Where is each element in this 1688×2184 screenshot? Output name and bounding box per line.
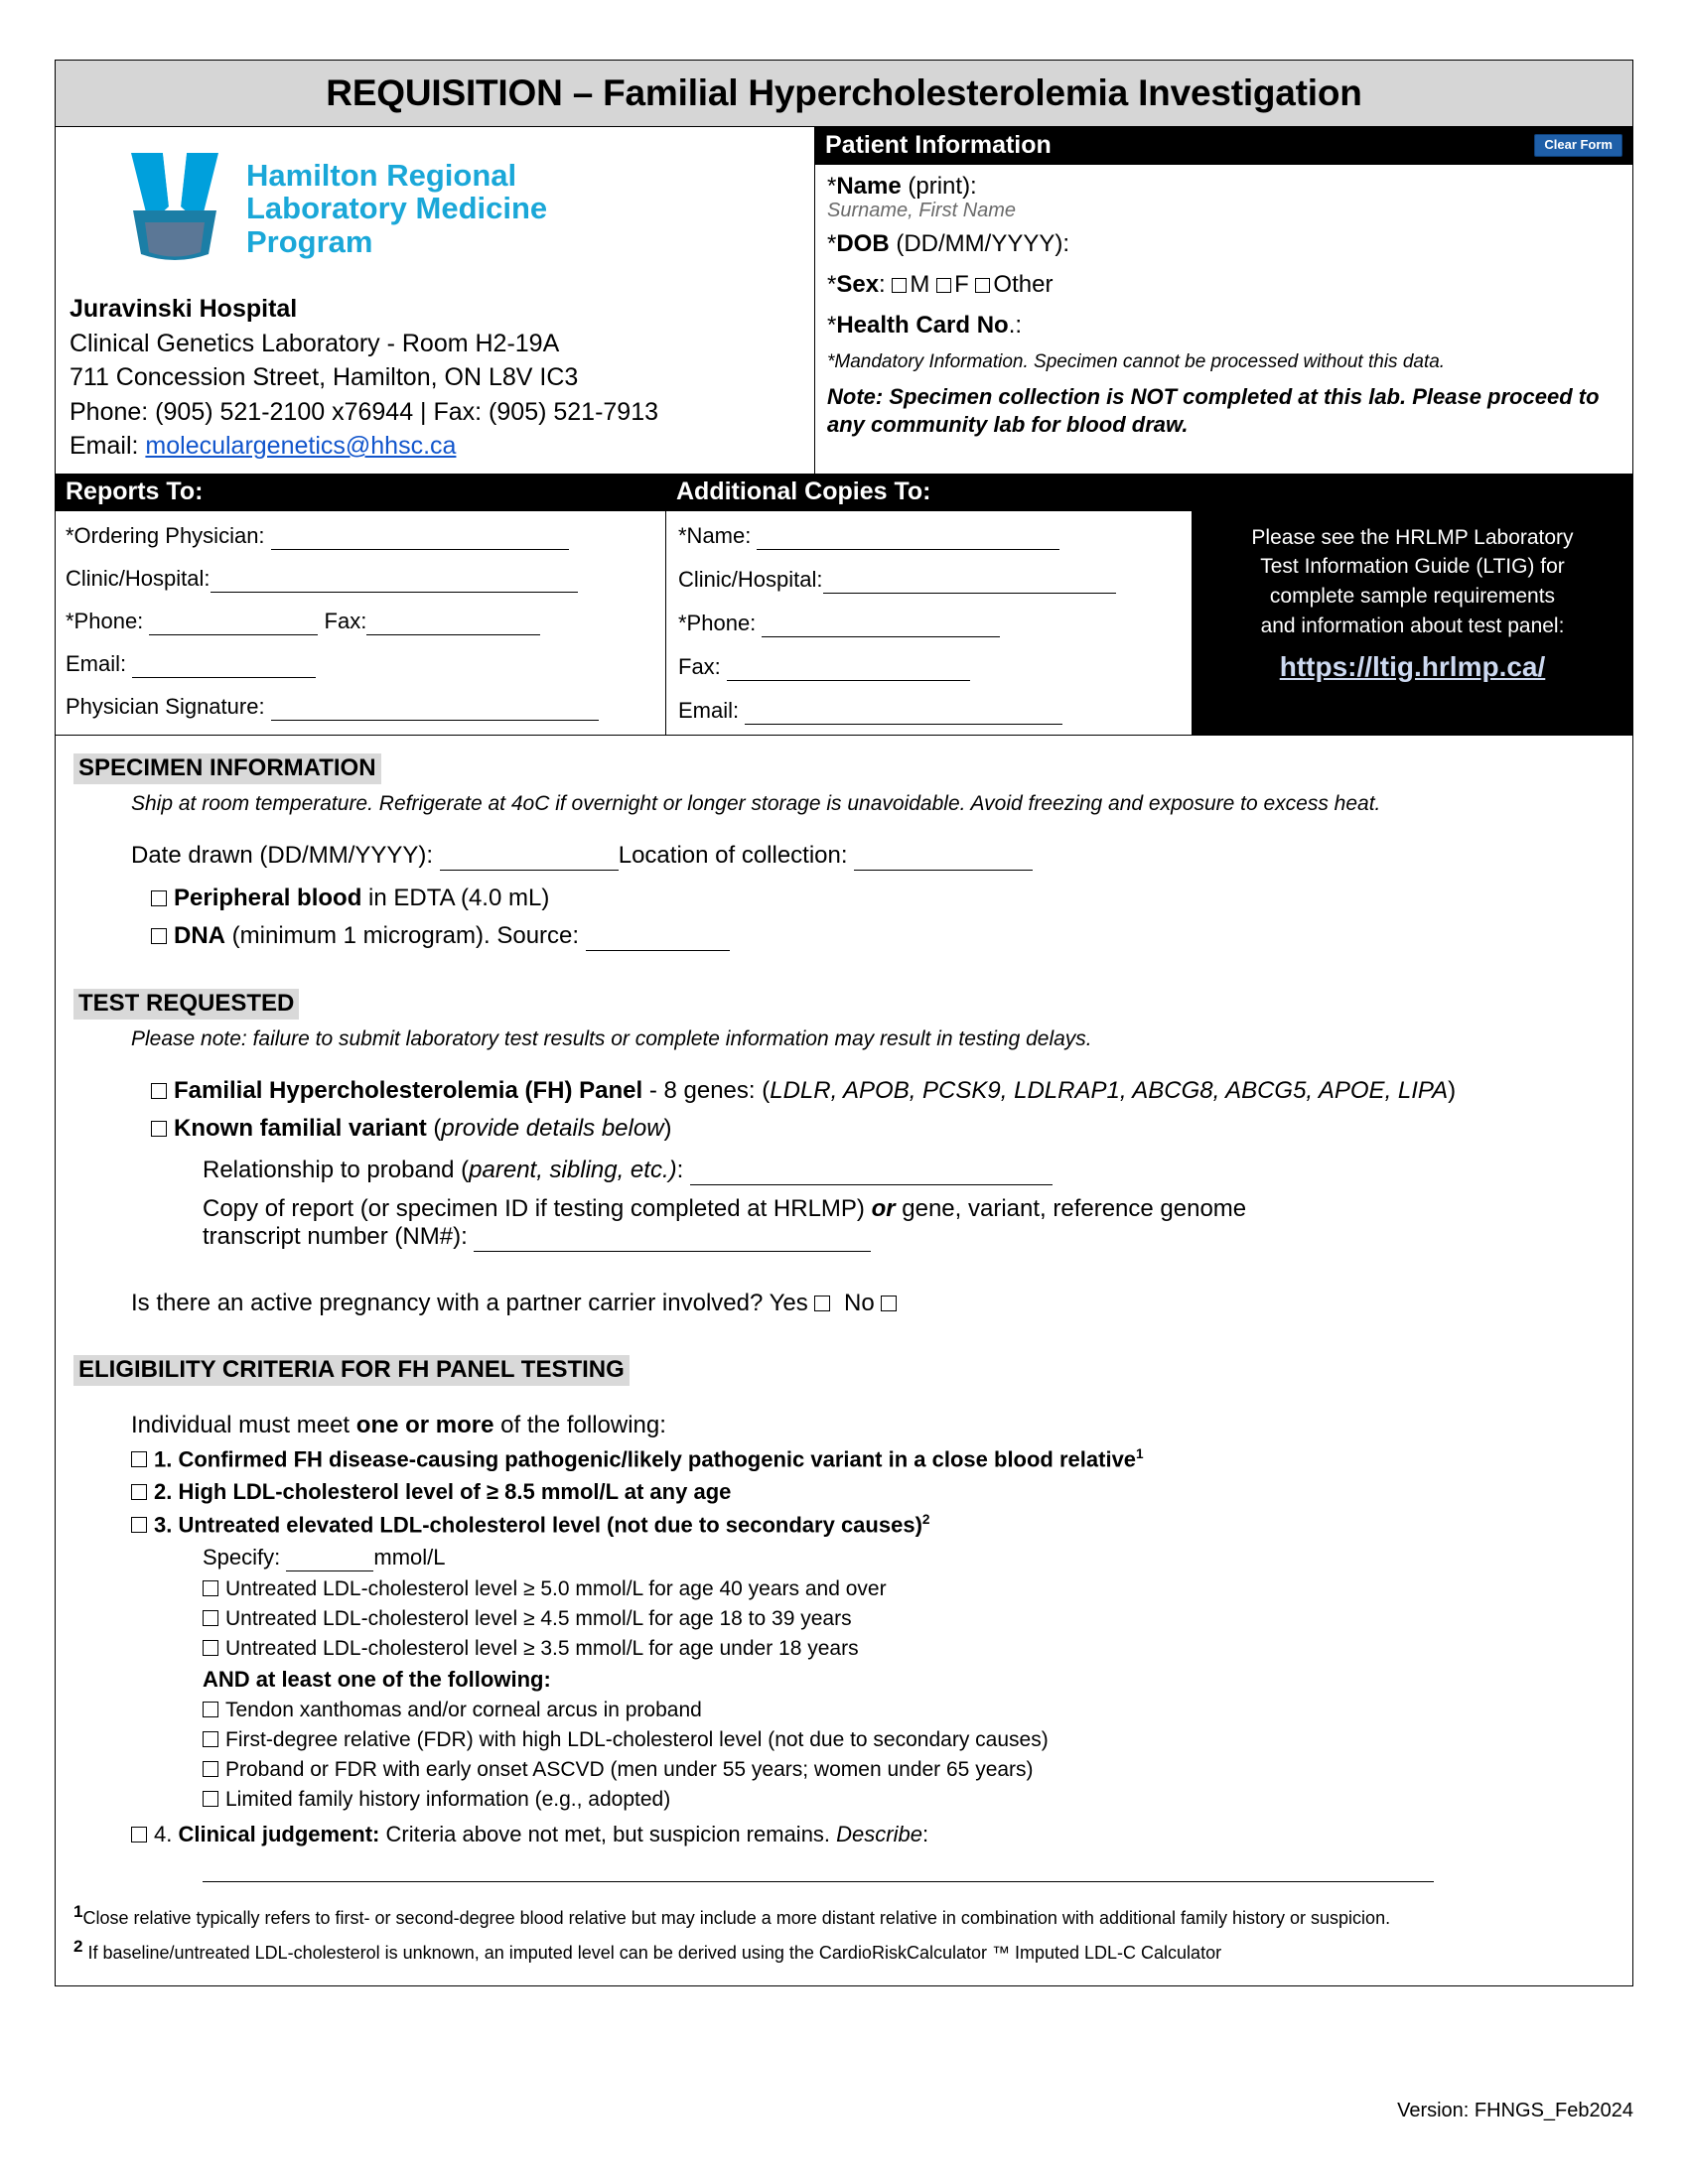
phone-fax: Phone: (905) 521-2100 x76944 | Fax: (905) 521-7913	[70, 397, 659, 426]
known-variant-option[interactable]: Known familial variant (provide details below)	[151, 1115, 1615, 1143]
hrlmp-logo	[70, 141, 800, 266]
known-variant-checkbox[interactable]	[151, 1121, 167, 1137]
footnote-2: 2 If baseline/untreated LDL-cholesterol is unknown, an imputed level can be derived using the CardioRiskCalculator ™ Imputed LDL-C Calculator	[73, 1937, 1222, 1964]
describe-input-row[interactable]	[203, 1863, 1615, 1882]
ship-note: Ship at room temperature. Refrigerate at 4oC if overnight or longer storage is unavoidable. Avoid freezing and exposure to excess heat.	[131, 791, 1381, 815]
sub-5-checkbox[interactable]	[203, 1731, 218, 1747]
criteria-item-2[interactable]: 2. High LDL-cholesterol level of ≥ 8.5 mmol/L at any age	[131, 1479, 1615, 1505]
sub-3-checkbox[interactable]	[203, 1640, 218, 1656]
ltig-info-box	[1193, 511, 1632, 735]
location-input[interactable]	[854, 842, 1033, 871]
lab-email-link[interactable]: moleculargenetics@hhsc.ca	[145, 432, 457, 460]
street-address: 711 Concession Street, Hamilton, ON L8V IC3	[70, 363, 579, 391]
criteria-sub-7[interactable]: Limited family history information (e.g., adopted)	[203, 1788, 1615, 1812]
relationship-input[interactable]	[690, 1157, 1053, 1185]
patient-info-header	[815, 127, 1632, 165]
copies-fax-field[interactable]: Fax:	[678, 654, 1180, 681]
patient-health-card-label: *Health Card No.:	[827, 312, 1023, 339]
pregnancy-no-checkbox[interactable]	[881, 1296, 897, 1311]
clinic-hospital-field[interactable]: Clinic/Hospital:	[66, 566, 651, 593]
criteria-sub-4[interactable]: Tendon xanthomas and/or corneal arcus in proband	[203, 1699, 1615, 1722]
laboratory-info	[56, 127, 815, 474]
patient-fields	[815, 165, 1632, 444]
clinic-hospital-input[interactable]	[211, 566, 578, 593]
specify-row[interactable]: Specify: mmol/L	[203, 1545, 446, 1570]
date-drawn-input[interactable]	[440, 842, 619, 871]
page-title: REQUISITION – Familial Hypercholesterolemia Investigation	[326, 72, 1362, 113]
copies-phone-input[interactable]	[762, 611, 1000, 637]
version-label: Version: FHNGS_Feb2024	[1397, 2100, 1633, 2121]
patient-name-hint: Surname, First Name	[827, 200, 1017, 221]
signature-input[interactable]	[271, 694, 599, 721]
criteria-2-checkbox[interactable]	[131, 1484, 147, 1500]
email-field-row[interactable]: Email:	[66, 651, 651, 678]
hospital-name: Juravinski Hospital	[70, 295, 298, 323]
lab-address-block	[70, 292, 800, 464]
dna-source-input[interactable]	[586, 922, 730, 951]
dna-checkbox[interactable]	[151, 928, 167, 944]
and-at-least-label: AND at least one of the following:	[203, 1667, 551, 1693]
sex-male-checkbox[interactable]	[892, 278, 907, 293]
additional-copies-header: Additional Copies To:	[676, 477, 931, 505]
patient-name-label: *Name (print):	[827, 173, 977, 200]
reports-to-fields	[56, 511, 666, 735]
sub-1-checkbox[interactable]	[203, 1580, 218, 1596]
signature-field[interactable]: Physician Signature:	[66, 694, 651, 721]
criteria-sub-1[interactable]: Untreated LDL-cholesterol level ≥ 5.0 mmol/L for age 40 years and over	[203, 1577, 1615, 1601]
phone-input[interactable]	[149, 609, 318, 635]
hrlmp-logo-icon	[119, 149, 230, 266]
phone-fax-field[interactable]: *Phone: Fax:	[66, 609, 651, 635]
copy-report-line1: Copy of report (or specimen ID if testing completed at HRLMP) or gene, variant, reference genome	[203, 1194, 1247, 1222]
pregnancy-question[interactable]: Is there an active pregnancy with a partner carrier involved? Yes No	[131, 1290, 1615, 1317]
ordering-physician-field[interactable]: *Ordering Physician:	[66, 523, 651, 550]
eligibility-intro: Individual must meet one or more of the following:	[131, 1411, 666, 1438]
additional-copies-fields	[666, 511, 1193, 735]
peripheral-blood-option[interactable]: Peripheral blood in EDTA (4.0 mL)	[151, 885, 1615, 912]
header-section	[55, 127, 1633, 475]
reports-section	[55, 511, 1633, 736]
criteria-item-3[interactable]: 3. Untreated elevated LDL-cholesterol level (not due to secondary causes)$^2$	[131, 1512, 1615, 1538]
patient-info-title: Patient Information	[825, 131, 1052, 159]
hrlmp-logo-text: Hamilton Regional Laboratory Medicine Program	[246, 158, 548, 259]
copies-email-input[interactable]	[745, 698, 1062, 725]
form-title-bar	[55, 60, 1633, 127]
test-requested-note: Please note: failure to submit laboratory test results or complete information may result in testing delays.	[131, 1026, 1092, 1050]
department-name: Clinical Genetics Laboratory - Room H2-19A	[70, 329, 560, 357]
sub-7-checkbox[interactable]	[203, 1791, 218, 1807]
relationship-row[interactable]: Relationship to proband (parent, sibling, etc.):	[203, 1157, 1615, 1185]
copies-email-field[interactable]: Email:	[678, 698, 1180, 725]
fh-panel-checkbox[interactable]	[151, 1083, 167, 1099]
footnote-1: 1Close relative typically refers to first- or second-degree blood relative but may include a more distant relative in combination with additional family history or suspicion.	[73, 1902, 1391, 1929]
copies-fax-input[interactable]	[727, 654, 970, 681]
criteria-1-checkbox[interactable]	[131, 1451, 147, 1467]
collection-note: Note: Specimen collection is NOT completed at this lab. Please proceed to any community lab for blood draw.	[827, 384, 1600, 437]
criteria-sub-3[interactable]: Untreated LDL-cholesterol level ≥ 3.5 mmol/L for age under 18 years	[203, 1637, 1615, 1661]
specimen-information-header: SPECIMEN INFORMATION	[73, 753, 381, 784]
clear-form-button[interactable]: Clear Form	[1534, 134, 1622, 156]
sex-female-checkbox[interactable]	[936, 278, 951, 293]
peripheral-blood-checkbox[interactable]	[151, 890, 167, 906]
specify-input[interactable]	[286, 1545, 373, 1571]
mandatory-note: *Mandatory Information. Specimen cannot be processed without this data.	[827, 351, 1446, 372]
sub-2-checkbox[interactable]	[203, 1610, 218, 1626]
copies-clinic-field[interactable]: Clinic/Hospital:	[678, 567, 1180, 594]
describe-input[interactable]	[203, 1863, 1434, 1882]
reports-to-header: Reports To:	[66, 477, 204, 505]
copies-clinic-input[interactable]	[823, 567, 1116, 594]
copy-report-line2[interactable]: transcript number (NM#):	[203, 1223, 1615, 1252]
form-body	[55, 736, 1633, 1986]
sub-6-checkbox[interactable]	[203, 1761, 218, 1777]
reports-band	[55, 475, 1633, 511]
email-input[interactable]	[132, 651, 316, 678]
patient-sex-label: *Sex: M F Other	[827, 271, 1054, 298]
criteria-sub-6[interactable]: Proband or FDR with early onset ASCVD (men under 55 years; women under 65 years)	[203, 1758, 1615, 1782]
ltig-text: Please see the HRLMP Laboratory Test Information Guide (LTIG) for complete sample requirements and information about test panel:	[1251, 525, 1574, 637]
patient-information-panel	[815, 127, 1632, 474]
patient-dob-label: *DOB (DD/MM/YYYY):	[827, 230, 1070, 257]
criteria-sub-5[interactable]: First-degree relative (FDR) with high LDL-cholesterol level (not due to secondary causes)	[203, 1728, 1615, 1752]
eligibility-header: ELIGIBILITY CRITERIA FOR FH PANEL TESTING	[73, 1355, 630, 1386]
criteria-4-checkbox[interactable]	[131, 1827, 147, 1843]
copies-name-input[interactable]	[757, 523, 1059, 550]
ordering-physician-input[interactable]	[271, 523, 569, 550]
date-drawn-row[interactable]: Date drawn (DD/MM/YYYY): Location of collection:	[131, 842, 1615, 871]
dna-option[interactable]: DNA (minimum 1 microgram). Source:	[151, 922, 1615, 951]
fh-panel-option[interactable]: Familial Hypercholesterolemia (FH) Panel - 8 genes: (LDLR, APOB, PCSK9, LDLRAP1, ABCG8, ABCG5, APOE, LIPA)	[151, 1077, 1615, 1105]
criteria-3-checkbox[interactable]	[131, 1517, 147, 1533]
sub-4-checkbox[interactable]	[203, 1702, 218, 1717]
fax-input[interactable]	[366, 609, 540, 635]
copies-name-field[interactable]: *Name:	[678, 523, 1180, 550]
email-line: Email: moleculargenetics@hhsc.ca	[70, 432, 457, 460]
criteria-item-4[interactable]: 4. Clinical judgement: Criteria above not met, but suspicion remains. Describe:	[131, 1822, 1615, 1847]
ltig-url-link[interactable]: https://ltig.hrlmp.ca/	[1279, 650, 1546, 682]
pregnancy-yes-checkbox[interactable]	[814, 1296, 830, 1311]
copies-phone-field[interactable]: *Phone:	[678, 611, 1180, 637]
test-requested-header: TEST REQUESTED	[73, 989, 299, 1020]
criteria-item-1[interactable]: 1. Confirmed FH disease-causing pathogenic/likely pathogenic variant in a close blood relative$^1$	[131, 1446, 1615, 1472]
criteria-sub-2[interactable]: Untreated LDL-cholesterol level ≥ 4.5 mmol/L for age 18 to 39 years	[203, 1607, 1615, 1631]
sex-other-checkbox[interactable]	[975, 278, 990, 293]
transcript-number-input[interactable]	[474, 1223, 871, 1252]
requisition-form	[55, 60, 1633, 2121]
